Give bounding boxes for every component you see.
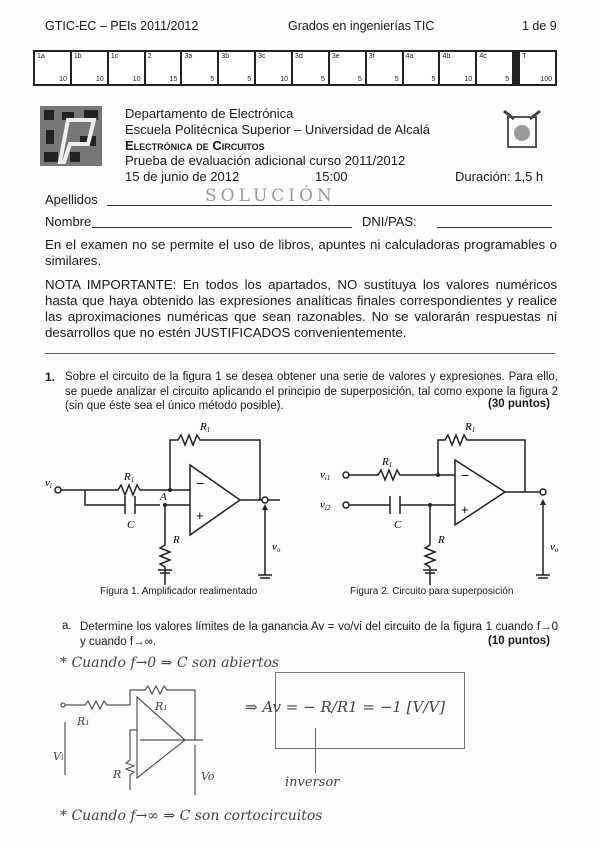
handwritten-line1: * Cuando f→0 ⇒ C son abiertos [60, 655, 280, 671]
part-a-points: (10 puntos) [488, 635, 550, 647]
divider [45, 353, 555, 354]
fig1-vi-label: vi [45, 477, 52, 490]
name-label: Nombre [45, 214, 92, 229]
fig1-r1-label: R1 [124, 471, 135, 484]
handwritten-sketch [55, 680, 225, 800]
figure1-caption: Figura 1. Amplificador realimentado [100, 586, 258, 597]
svg-text:+: + [196, 508, 204, 523]
id-field[interactable] [437, 227, 552, 228]
svg-text:−: − [196, 475, 205, 491]
score-points: 5 [357, 76, 362, 83]
rules-text: En el examen no se permite el uso de libros, apuntes ni calculadoras programables o similares. [45, 237, 557, 268]
score-cell-4c[interactable] [477, 52, 512, 84]
score-cell-3a[interactable] [182, 52, 217, 84]
question-points: (30 puntos) [488, 398, 550, 410]
score-cell-3f[interactable] [367, 52, 402, 84]
score-cell-T[interactable] [520, 52, 555, 84]
exam-duration: Duración: 1,5 h [455, 169, 544, 184]
score-item: 3e [331, 53, 340, 60]
score-cell-1a[interactable] [35, 52, 70, 84]
question-number: 1. [45, 370, 56, 384]
score-points: 15 [169, 76, 178, 83]
score-points: 10 [464, 76, 473, 83]
score-item: 3b [221, 53, 230, 60]
course-name: Electrónica de Circuitos [125, 138, 265, 153]
svg-text:Vo: Vo [201, 770, 215, 783]
department-logo [40, 106, 102, 166]
svg-text:vi2: vi2 [320, 499, 331, 512]
score-item: 4b [442, 53, 451, 60]
score-cell-2[interactable] [146, 52, 181, 84]
score-cell-4a[interactable] [404, 52, 439, 84]
svg-text:R1: R1 [465, 421, 476, 434]
figure2-caption: Figura 2. Circuito para superposición [350, 586, 514, 597]
header-course-code: GTIC-EC – PEIs 2011/2012 [45, 19, 199, 33]
score-points: 10 [95, 76, 104, 83]
school: Escuela Politécnica Superior – Universidad de Alcalá [125, 122, 430, 137]
name-field[interactable] [92, 227, 352, 228]
score-item: 3f [368, 53, 375, 60]
svg-text:−: − [461, 467, 470, 483]
exam-title: Prueba de evaluación adicional curso 2011/2012 [125, 153, 406, 168]
svg-text:R1: R1 [382, 456, 393, 469]
handwritten-result: ⇒ Av = − R/R1 = −1 [V/V] [245, 698, 446, 716]
score-item: 4c [479, 53, 487, 60]
figure2-circuit [310, 410, 570, 585]
university-seal [500, 105, 545, 150]
score-cell-3e[interactable] [330, 52, 365, 84]
svg-text:+: + [461, 502, 469, 517]
header-page-number: 1 de 9 [522, 19, 557, 33]
score-points: 5 [394, 76, 399, 83]
svg-text:Vi: Vi [53, 750, 64, 763]
score-item: T [522, 53, 527, 60]
handwritten-inverter: inversor [285, 775, 340, 790]
id-label: DNI/PAS: [362, 214, 417, 229]
header-degree: Grados en ingenierías TIC [288, 19, 435, 33]
score-item: 1c [110, 53, 119, 60]
score-item: 1a [37, 53, 45, 60]
score-item: 3c [258, 53, 266, 60]
svg-text:R: R [438, 534, 445, 546]
score-cell-1c[interactable] [109, 52, 144, 84]
svg-text:C: C [394, 519, 402, 531]
score-points: 10 [59, 76, 67, 83]
score-item: 3d [295, 53, 303, 60]
score-points: 10 [280, 76, 289, 83]
part-a-text: Determine los valores límites de la ganancia Av = vo/vi del circuito de la figura 1 cuando f→0 y cuando f→∞. [80, 621, 558, 648]
question-text: Sobre el circuito de la figura 1 se desea obtener una serie de valores y expresiones. Para ello, se puede analizar el circuito aplicando el principio de superposición, tal como expone la figura 2 (sin que éste sea el único método posible). [65, 371, 558, 412]
important-note: NOTA IMPORTANTE: En todos los apartados, NO sustituya los valores numéricos hasta que haya obtenido las expresiones analíticas finales correspondientes y realice las aproximaciones numéricas que sean razonables. No se valorarán respuestas ni desarrollos que no estén JUSTIFICADOS convenientemente. [45, 277, 557, 340]
fig1-a-label: A [160, 491, 167, 503]
figure1-circuit [40, 410, 300, 585]
fig1-r-label: R [173, 534, 180, 546]
svg-text:R1: R1 [155, 700, 168, 713]
score-cell-3d[interactable] [293, 52, 328, 84]
score-table [33, 50, 557, 86]
exam-date: 15 de junio de 2012 [125, 169, 240, 184]
svg-text:vo: vo [550, 541, 559, 554]
svg-text:R1: R1 [77, 715, 90, 728]
part-a-letter: a. [62, 620, 72, 632]
score-cell-3c[interactable] [256, 52, 291, 84]
score-points: 5 [247, 76, 252, 83]
arrow-line [315, 728, 316, 773]
department: Departamento de Electrónica [125, 106, 294, 121]
handwritten-line2: * Cuando f→∞ ⇒ C son cortocircuitos [60, 808, 323, 824]
score-points: 100 [540, 76, 553, 83]
score-item: 3a [184, 53, 193, 60]
svg-text:vi1: vi1 [320, 469, 331, 482]
exam-time: 15:00 [315, 169, 348, 184]
fig1-vo-label: vo [272, 541, 281, 554]
score-cell-1b[interactable] [72, 52, 107, 84]
score-points: 5 [210, 76, 215, 83]
surname-value: SOLUCIÓN [205, 186, 336, 206]
score-item: 2 [147, 53, 152, 60]
score-item: 1b [73, 53, 82, 60]
score-points: 10 [132, 76, 141, 83]
score-points: 5 [431, 76, 436, 83]
svg-text:R: R [113, 768, 122, 781]
score-points: 5 [320, 76, 325, 83]
score-cell-3b[interactable] [219, 52, 254, 84]
score-points: 5 [505, 76, 510, 83]
fig1-rf-label: R1 [200, 421, 211, 434]
score-cell-4b[interactable] [440, 52, 475, 84]
surname-label: Apellidos [45, 192, 98, 207]
fig1-c-label: C [127, 519, 135, 531]
score-item: 4a [405, 53, 414, 60]
